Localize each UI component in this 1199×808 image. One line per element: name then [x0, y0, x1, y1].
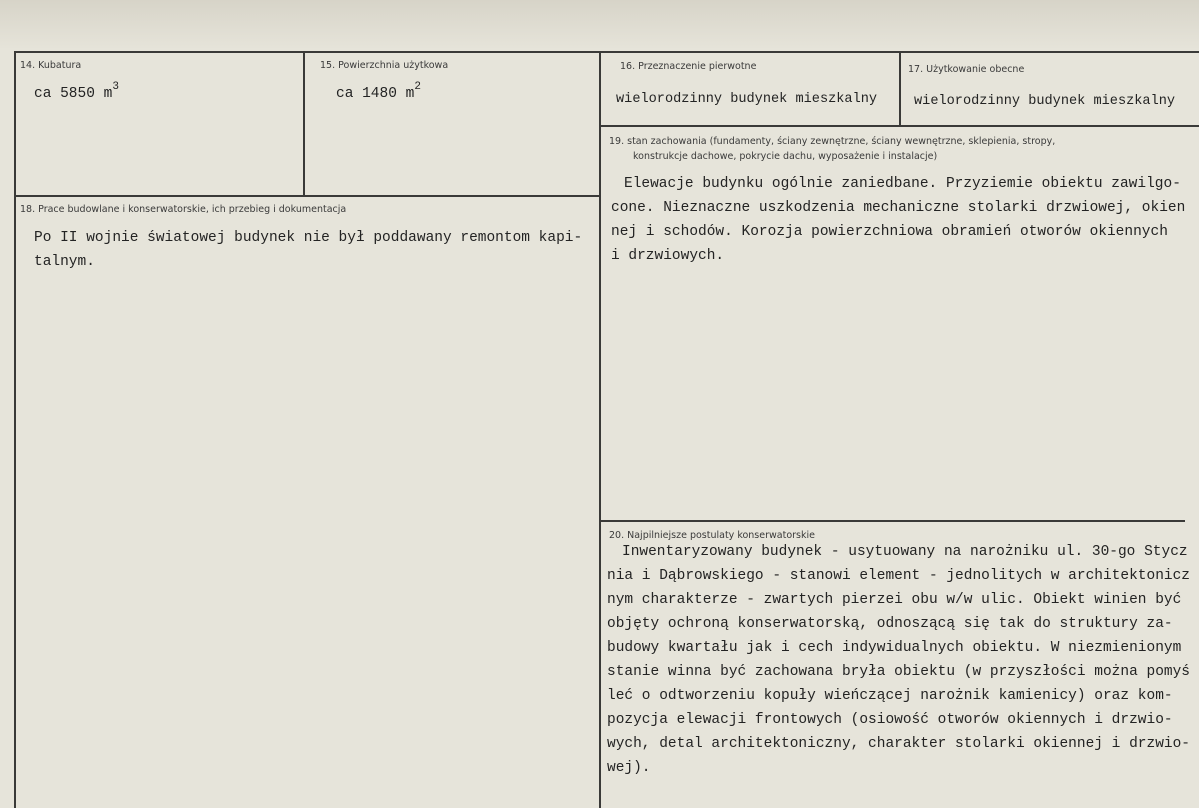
- field-20-label: 20. Najpilniejsze postulaty konserwatorskie: [609, 530, 815, 541]
- field-16-label: 16. Przeznaczenie pierwotne: [620, 61, 757, 72]
- field-20-line-5: budowy kwartału jak i cech indywidualnych obiektu. W niezmienionym: [607, 640, 1182, 656]
- field-16-value: wielorodzinny budynek mieszkalny: [616, 92, 878, 107]
- field-19-line-1: Elewacje budynku ogólnie zaniedbane. Przyziemie obiektu zawilgo-: [624, 176, 1181, 192]
- field-15-value: [336, 82, 421, 106]
- field-14-label: 14. Kubatura: [20, 60, 82, 71]
- field-20-line-6: stanie winna być zachowana bryła obiektu (w przyszłości można pomyś: [607, 664, 1190, 680]
- field-17-value: wielorodzinny budynek mieszkalny: [914, 94, 1176, 109]
- field-19-line-3: nej i schodów. Korozja powierzchniowa obramień otworów okiennych: [611, 224, 1168, 240]
- field-19-label-line1: 19. stan zachowania (fundamenty, ściany zewnętrzne, ściany wewnętrzne, sklepienia, stropy,: [609, 136, 1056, 147]
- field-15-label: 15. Powierzchnia użytkowa: [320, 60, 449, 71]
- field-19-line-2: cone. Nieznaczne uszkodzenia mechaniczne stolarki drzwiowej, okien: [611, 200, 1186, 216]
- field-18-line-1: Po II wojnie światowej budynek nie był poddawany remontom kapi-: [34, 230, 583, 246]
- field-14-value: [34, 82, 119, 106]
- field-20-line-2: nia i Dąbrowskiego - stanowi element - jednolitych w architektonicz: [607, 568, 1190, 584]
- field-20-line-9: wych, detal architektoniczny, charakter stolarki okiennej i drzwio-: [607, 736, 1190, 752]
- rule-center: [599, 51, 601, 808]
- field-15-exponent: 2: [414, 81, 421, 93]
- field-20-line-10: wej).: [607, 760, 651, 776]
- field-20-line-7: leć o odtworzeniu kopuły wieńczącej narożnik kamienicy) oraz kom-: [607, 688, 1173, 704]
- rule-above-20: [599, 520, 1185, 522]
- rule-divider-16-17: [899, 51, 901, 126]
- field-18-line-2: talnym.: [34, 254, 95, 270]
- field-19-label-line2: konstrukcje dachowe, pokrycie dachu, wyposażenie i instalacje): [633, 151, 938, 162]
- field-14-exponent: 3: [112, 81, 119, 93]
- field-14-text: ca 5850 m: [34, 86, 113, 102]
- field-17-label: 17. Użytkowanie obecne: [908, 64, 1025, 75]
- field-18-label: 18. Prace budowlane i konserwatorskie, ich przebieg i dokumentacja: [20, 204, 347, 215]
- rule-under-16-17: [599, 125, 1199, 127]
- field-20-line-3: nym charakterze - zwartych pierzei obu w/w ulic. Obiekt winien być: [607, 592, 1182, 608]
- rule-top: [14, 51, 1199, 53]
- field-20-line-8: pozycja elewacji frontowych (osiowość otworów okiennych i drzwio-: [607, 712, 1173, 728]
- page-top-edge: [0, 0, 1199, 50]
- rule-under-14-15: [14, 195, 601, 197]
- rule-divider-14-15: [303, 51, 305, 196]
- field-20-line-1: Inwentaryzowany budynek - usytuowany na narożniku ul. 30-go Stycz: [622, 544, 1188, 560]
- field-19-line-4: i drzwiowych.: [611, 248, 725, 264]
- field-15-text: ca 1480 m: [336, 86, 415, 102]
- rule-left: [14, 51, 16, 808]
- field-20-line-4: objęty ochroną konserwatorską, odnoszącą się tak do struktury za-: [607, 616, 1173, 632]
